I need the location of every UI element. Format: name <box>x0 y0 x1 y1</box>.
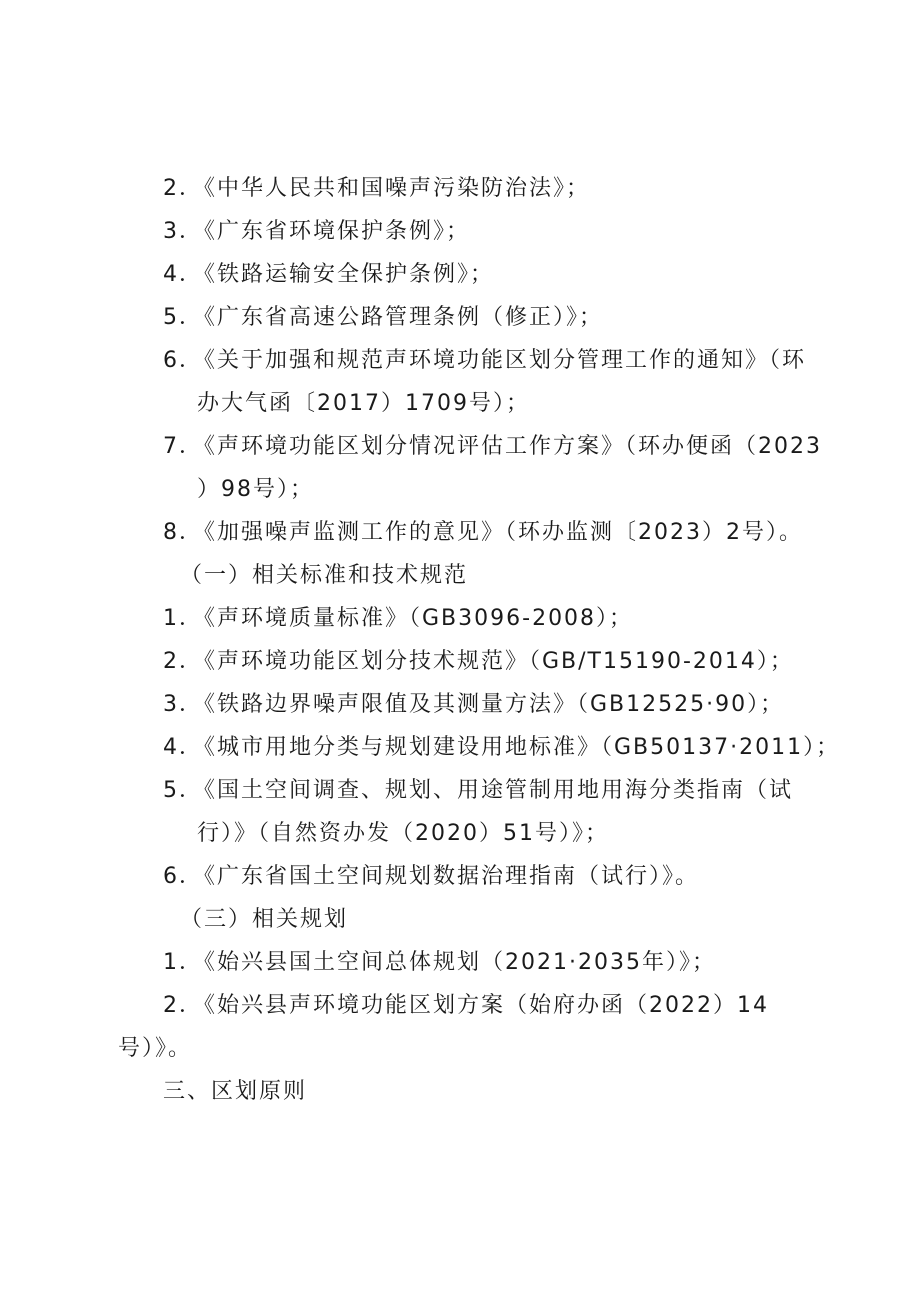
list-item <box>163 776 793 806</box>
item-text-cont: 行）》（自然资办发（2020）51号）》； <box>197 821 609 846</box>
item-text: 《广东省高速公路管理条例（修正）》； <box>193 305 604 330</box>
item-number: 1． <box>163 950 203 975</box>
item-number: 6． <box>163 864 203 889</box>
item-number: 2． <box>163 649 203 674</box>
item-text: 《广东省国土空间规划数据治理指南（试行）》。 <box>193 864 700 889</box>
item-number: 2． <box>163 993 203 1018</box>
item-number: 7． <box>163 434 203 459</box>
list-item <box>163 174 590 204</box>
item-number: 3． <box>163 219 203 244</box>
list-item <box>163 948 716 978</box>
item-text-cont: 办大气函〔2017）1709号）； <box>197 391 530 416</box>
item-text: 《声环境功能区划分技术规范》（GB/T15190-2014）； <box>193 649 794 674</box>
list-item <box>163 647 794 677</box>
chapter-heading: 三、区划原则 <box>163 1079 308 1104</box>
item-number: 3． <box>163 692 203 717</box>
item-text: 《铁路运输安全保护条例》； <box>193 262 495 287</box>
item-text-cont: ）98号）； <box>197 477 314 502</box>
item-text: 《始兴县国土空间总体规划（2021·2035年）》； <box>193 950 716 975</box>
list-item <box>163 862 699 892</box>
item-number: 5． <box>163 778 203 803</box>
list-item-continuation <box>197 389 530 419</box>
list-item <box>163 217 470 247</box>
item-text: 《加强噪声监测工作的意见》（环办监测〔2023）2号）。 <box>193 520 803 545</box>
list-item <box>163 303 603 333</box>
list-item-continuation <box>197 475 314 505</box>
item-number: 2． <box>163 176 203 201</box>
item-number: 4． <box>163 262 203 287</box>
item-text-cont: 号）》。 <box>118 1036 193 1061</box>
item-number: 1． <box>163 606 203 631</box>
item-number: 8． <box>163 520 203 545</box>
item-number: 5． <box>163 305 203 330</box>
item-text: 《声环境质量标准》（GB3096-2008）； <box>193 606 634 631</box>
list-item <box>163 991 769 1021</box>
list-item <box>163 346 806 376</box>
item-text: 《铁路边界噪声限值及其测量方法》（GB12525·90）； <box>193 692 785 717</box>
item-number: 4． <box>163 735 203 760</box>
item-text: 《城市用地分类与规划建设用地标准》（GB50137·2011）； <box>193 735 841 760</box>
list-item-continuation <box>118 1034 192 1064</box>
section-heading: （一）相关标准和技术规范 <box>180 563 469 588</box>
list-item <box>163 518 803 548</box>
list-item <box>163 733 840 763</box>
list-item <box>163 604 633 634</box>
list-item <box>163 690 784 720</box>
list-item <box>163 432 822 462</box>
item-text: 《始兴县声环境功能区划方案（始府办函（2022）14 <box>193 993 769 1018</box>
item-text: 《声环境功能区划分情况评估工作方案》（环办便函（2023 <box>193 434 822 459</box>
section-heading: （三）相关规划 <box>180 907 349 932</box>
item-text: 《中华人民共和国噪声污染防治法》； <box>193 176 591 201</box>
item-text: 《广东省环境保护条例》； <box>193 219 471 244</box>
list-item <box>163 260 494 290</box>
item-text: 《关于加强和规范声环境功能区划分管理工作的通知》（环 <box>193 348 807 373</box>
item-number: 6． <box>163 348 203 373</box>
list-item-continuation <box>197 819 609 849</box>
item-text: 《国土空间调查、规划、用途管制用地用海分类指南（试 <box>193 778 794 803</box>
